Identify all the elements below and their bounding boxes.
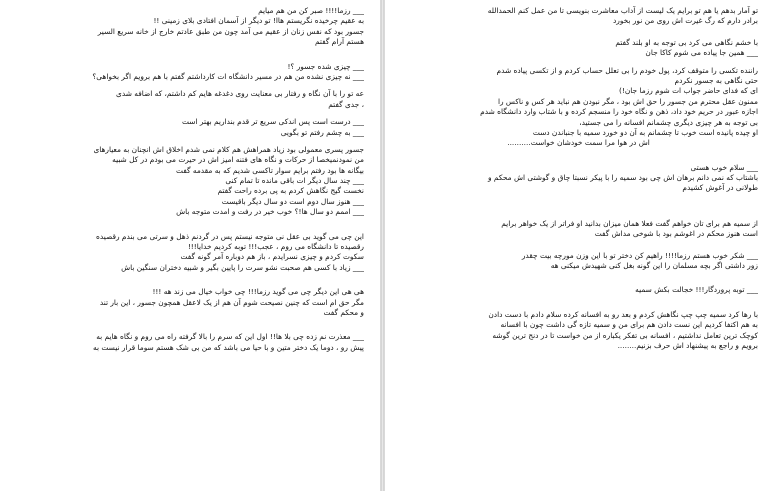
text-line: من نمودنمیخصا از حرکات و نگاه های فتنه امیز اش در حیرت می بودم در کل شبیه: [112, 155, 364, 165]
text-line: با رها کرد سمیه چپ چپ نگاهش کردم و بعد رو به افسانه کرده سلام دادم با دست دادن: [488, 309, 758, 319]
text-line: طولانی در آغوش کشیدم: [682, 183, 758, 193]
text-line: از سمیه هم برای تان خواهم گفت فعلا همان میزان بدانید او فراتر از یک خواهر برایم: [501, 218, 758, 228]
text-line: حتی نگاهی به جسور نکردم: [674, 75, 758, 85]
text-line: کوچک ترین تعامل نداشتیم ، افسانه بی تفکر یکباره از من خواست تا در دنج ترین گوشه: [492, 330, 758, 340]
text-line: هی هی این دیگر چی می گوید رزما!!! چی خواب خیال می زند هه !!!: [152, 287, 364, 297]
text-line: جسور بود که نفس زنان از عقیم می آمد چون من طبق عادتم خارج از خانه سریع السیر: [97, 26, 364, 36]
text-line: ___ همین جا پیاده می شوم کاکا جان: [645, 48, 758, 58]
text-line: ___ معذرت نم زده چی بلا ها!! اول این که سرم را بالا گرفته راه می روم و نگاه هایم به: [96, 332, 364, 342]
text-line: هستم آرام گفتم: [315, 37, 364, 47]
text-line: زور داشتی اگر بچه مسلمان را این گونه بغل کنی شهیدش میکنی هه: [550, 261, 758, 271]
text-line: با خشم نگاهی می کرد بی توجه به او بلند گفتم: [615, 37, 758, 47]
text-line: بیگانه ها بود رفتم برایم سوار تاکسی شدیم که به مقدمه گفت: [176, 165, 364, 175]
text-line: اجازه عبور در حریم خود داد، ذهن و نگاه خود را منسجم کرده و با شتاب وارد دانشگاه شدم: [480, 107, 758, 117]
text-line: ، جدی گفتم: [328, 99, 364, 109]
text-line: سکوت کردم و چیزی نسرایدم ، باز هم دوباره آمر گونه گفت: [180, 252, 364, 262]
left-book-page: [0, 0, 381, 491]
text-line: ای که فدای حاضر جواب ات شوم رزما جان!): [619, 86, 758, 96]
text-line: ___ سلام خوب هستی: [690, 162, 758, 172]
text-line: ___ زیاد با کسی هم صحبت نشو سرت را پایین بگیر و شبیه دختران سنگین باش: [121, 262, 364, 272]
text-line: ___ چند سال دیگر ات باقی مانده تا تمام کنی: [225, 176, 364, 186]
text-line: ___ نه چیزی نشده من هم در مسیر دانشگاه ات کارداشتم گفتم با هم برویم اگر بخواهی؟: [92, 71, 364, 81]
text-line: راننده تکسی را متوقف کرد، پول خودم را بی تعلل حساب کردم و از تکسی پیاده شدم: [496, 65, 758, 75]
right-book-page: [384, 0, 768, 491]
text-line: تو آمار بدهم یا هم تو برایم یک لیست از آداب معاشرت بنویسی تا من عمل کنم الحمدالله: [487, 6, 758, 15]
text-line: برادر دارم که رگ غیرت اش روی من نور بخورد: [612, 16, 758, 26]
text-line: ___ درست است پس اندکی سریع تر قدم بنداریم بهتر است: [182, 117, 364, 127]
text-line: جسور پسری معمولی بود زیاد همراهش هم کلام نمی شدم اخلاق اش انچنان به معیارهای: [93, 144, 364, 154]
text-line: ___ توبه پروردگار!!! خجالت بکش سمیه: [635, 285, 758, 295]
text-line: عه تو را با آن نگاه و رفتار بی معنایت روی دغدغه هایم کم داشتم، که اضافه شدی: [116, 89, 364, 99]
text-line: برویم و راجع به پیشنهاد اش حرف بزنیم........: [617, 340, 758, 350]
text-line: رقصیده تا دانشگاه می روم ، عجب!!! توبه کردیم خدایا!!!: [187, 242, 364, 252]
text-line: او چیده پانیده است خوب تا چشمانم به آن دو خورد سمیه با جنباندن دست: [532, 127, 758, 137]
text-line: این چی می گوید بی عقل نی متوجه نیستم پس در گردنم ذهل و سرتی می بندم رقصیده: [96, 231, 364, 241]
text-line: به هم اکتفا کردیم این نست دادن هم برای من و سمیه تازه گی داشت چون با افسانه: [500, 320, 758, 330]
text-line: اش در هوا مرا سمت خودشان خواست..........: [507, 138, 650, 148]
text-line: مگر حق ام است که چنین نصیحت شوم آن هم از یک لاعقل همچون جسور ، این بار تند: [99, 297, 364, 307]
text-line: ___ اممم دو سال ها!؟ خوب خیر در رفت و امدت متوجه باش: [176, 207, 364, 217]
text-line: ممنون عقل محترم من جسور را حق اش بود ، مگر نبودن هم نباید هر کس و ناکس را: [497, 96, 758, 106]
text-line: باشتاب که نمی دانم برهان اش چی بود سمیه را با پیکر نسبتا چاق و گوشتی اش محکم و: [487, 173, 758, 183]
text-line: نخست گیج نگاهش کردم به پی برده راحت گفتم: [217, 186, 364, 196]
text-line: پیش رو ، دوما یک دختر متین و با حیا می باشد که من بی شک هستم سوما قرار نیست به: [93, 342, 364, 352]
text-line: ___ شکر خوب هستم رزما!!!! راهیم کن دختر تو با این وزن مورچه بیت چقدر: [521, 250, 758, 260]
text-line: ___ به چشم رفتم تو بگویی: [280, 127, 364, 137]
text-line: است هنوز محکم در اغوشم بود با شوخی مداش گفت: [594, 229, 758, 239]
text-line: و محکم گفت: [323, 307, 364, 317]
text-line: ___ رزما!!!! صبر کن من هم میایم: [258, 6, 364, 15]
text-line: ___ هنوز سال دوم است دو سال دیگر باقیست: [221, 196, 364, 206]
text-line: بی توجه به هر چیزی دیگری چشمانم افسانه را می جستید،: [579, 117, 758, 127]
text-line: ___ چیزی شده جسور ؟!: [287, 61, 364, 71]
text-line: به عقیم چرخیده نگریستم هاا! تو دیگر از آسمان افتادی بلای زمینی !!: [153, 16, 364, 26]
